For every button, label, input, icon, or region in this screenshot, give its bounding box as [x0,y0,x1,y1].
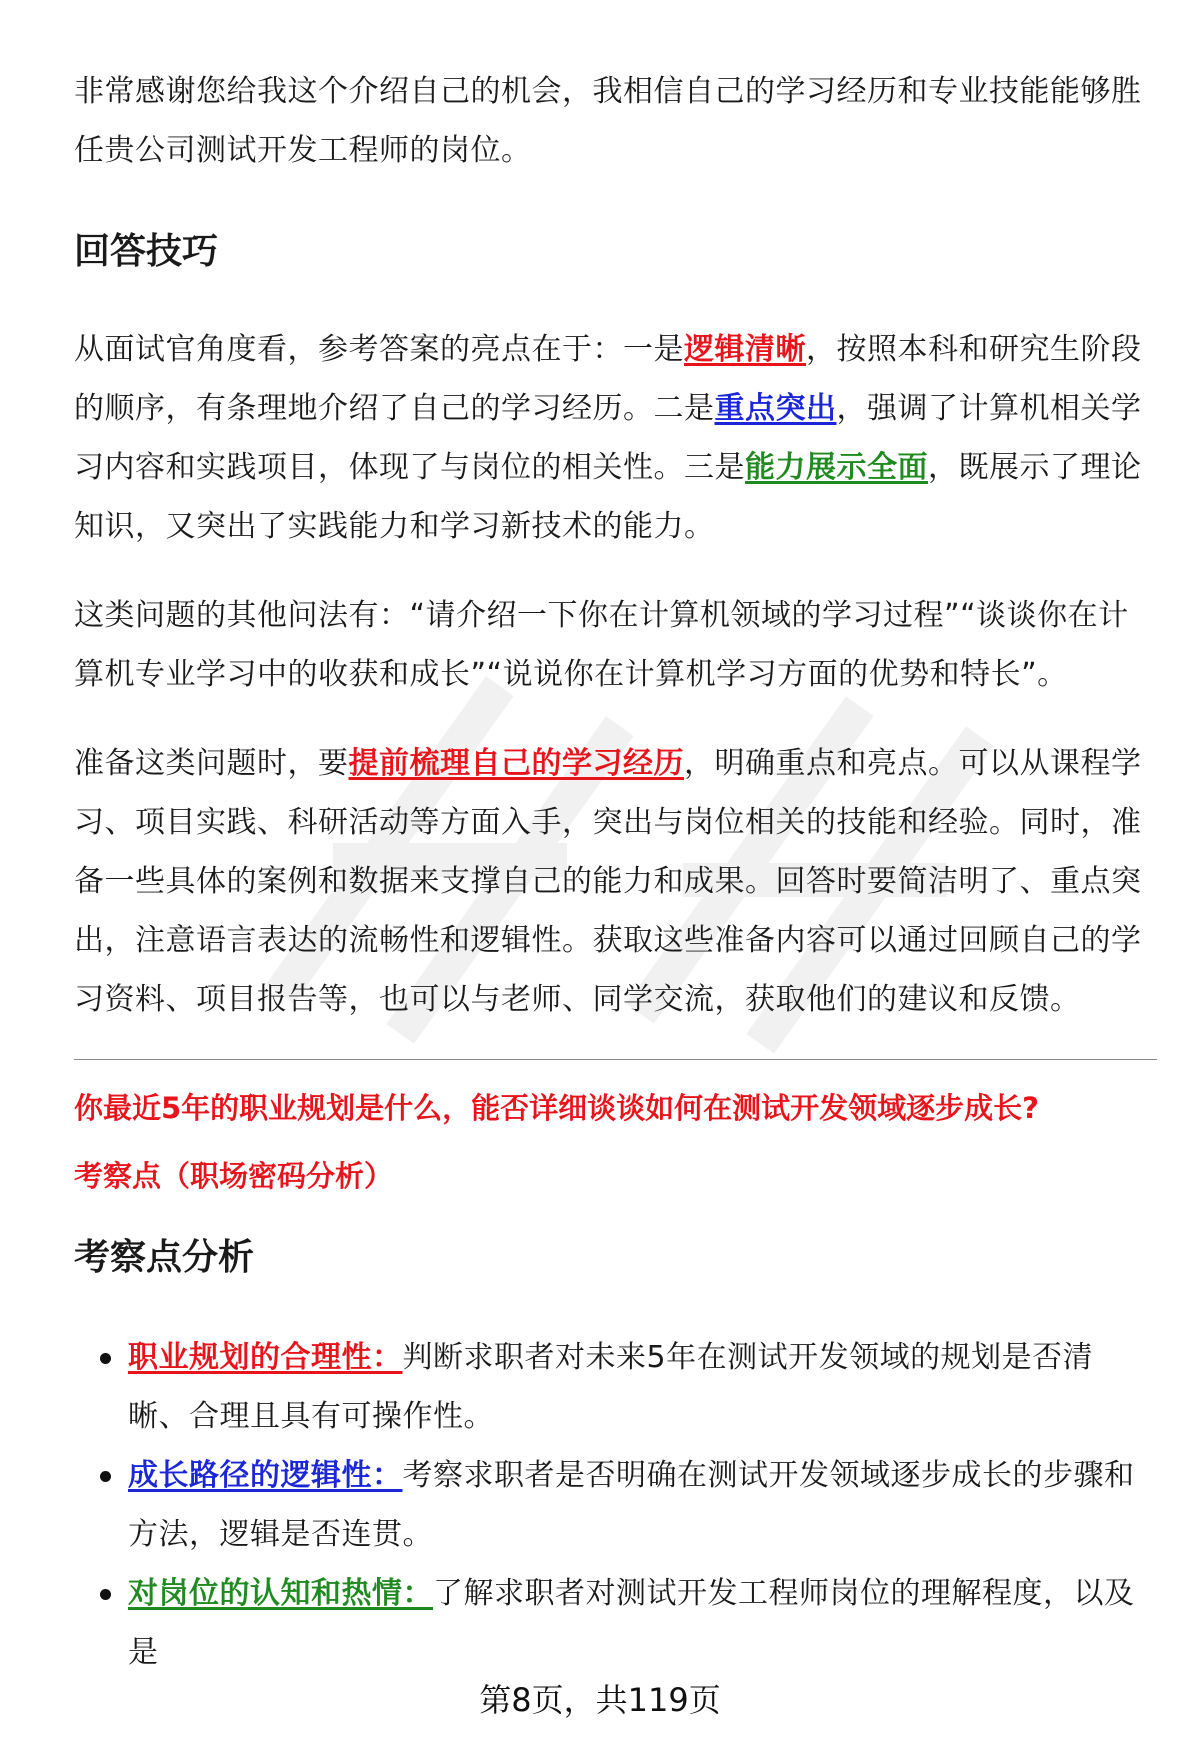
tips-paragraph-2: 这类问题的其他问法有：“请介绍一下你在计算机领域的学习过程”“谈谈你在计算机专业学习中的收获和成长”“说说你在计算机学习方面的优势和特长”。 [74,598,1129,692]
analysis-list [74,1328,1154,1682]
analysis-item-label: 成长路径的逻辑性： [128,1458,403,1493]
tips-p3-text-2: ，明确重点和亮点。可以从课程学习、项目实践、科研活动等方面入手，突出与岗位相关的技能和经验。同时，准备一些具体的案例和数据来支撑自己的能力和成果。回答时要简洁明了、重点突出，注意语言表达的流畅性和逻辑性。获取这些准备内容可以通过回顾自己的学习资料、项目报告等，也可以与老师、同学交流，获取他们的建议和反馈。 [74,746,1142,1017]
question-title: 你最近5年的职业规划是什么，能否详细谈谈如何在测试开发领域逐步成长? [74,1091,1040,1125]
tips-p3-text-1: 准备这类问题时，要 [74,746,349,781]
analysis-item-text: 了解求职者对测试开发工程师岗位的理解程度，以及是 [128,1576,1135,1670]
list-item [74,1564,1154,1682]
tips-p1-text-2: ，按照本科和研究生阶段的顺序，有条理地介绍了自己的学习经历。二是 [74,332,1142,426]
question-examination-point: 考察点（职场密码分析） [74,1159,394,1193]
page-number-footer: 第8页，共119页 [479,1681,721,1719]
analysis-item-label: 对岗位的认知和热情： [128,1576,433,1611]
tips-paragraph-1 [74,320,1154,556]
document-page [74,62,1154,1682]
highlight-full-ability: 能力展示全面 [745,450,928,485]
analysis-item-text: 判断求职者对未来5年在测试开发领域的规划是否清晰、合理且具有可操作性。 [128,1340,1094,1434]
tips-p1-text-3: ，强调了计算机相关学习内容和实践项目，体现了与岗位的相关性。三是 [74,391,1142,485]
tips-heading: 回答技巧 [74,231,219,272]
tips-p1-text-4: ，既展示了理论知识，又突出了实践能力和学习新技术的能力。 [74,450,1142,544]
highlight-sort-experience: 提前梳理自己的学习经历 [348,746,684,781]
analysis-item-label: 职业规划的合理性： [128,1340,403,1375]
tips-paragraph-3 [74,734,1154,1029]
section-divider [74,1059,1157,1060]
analysis-heading: 考察点分析 [74,1237,255,1278]
analysis-item-text: 考察求职者是否明确在测试开发领域逐步成长的步骤和方法，逻辑是否连贯。 [128,1458,1135,1552]
tips-p1-text-1: 从面试官角度看，参考答案的亮点在于：一是 [74,332,684,367]
intro-paragraph: 非常感谢您给我这个介绍自己的机会，我相信自己的学习经历和专业技能能够胜任贵公司测试开发工程师的岗位。 [74,74,1142,168]
list-item [74,1328,1154,1446]
list-item [74,1446,1154,1564]
highlight-logic-clear: 逻辑清晰 [684,332,806,367]
highlight-key-points: 重点突出 [714,391,837,426]
